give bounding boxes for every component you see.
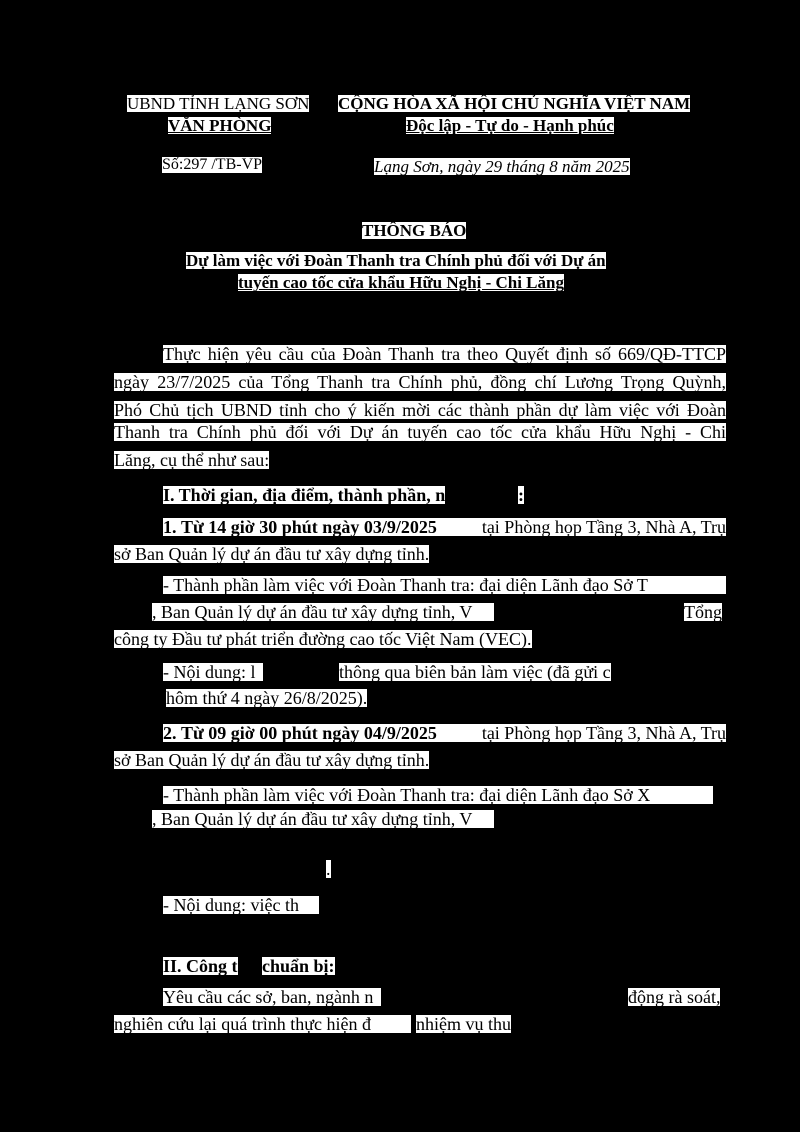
item-2-time: Từ 09 giờ 00 phút ngày 04/9/2025 xyxy=(181,723,437,743)
item-2-members-b: , Ban Quản lý dự án đầu tư xây dựng tỉnh, V xyxy=(152,810,494,828)
item-1-line-1 xyxy=(163,518,726,536)
item-1-place: tại Phòng họp Tầng 3, Nhà A, Trụ xyxy=(481,517,726,537)
item-1-place-cont: sở Ban Quản lý dự án đầu tư xây dựng tỉnh. xyxy=(114,544,430,564)
section-2-para-d: nhiệm vụ thu xyxy=(416,1014,511,1034)
item-1-time: Từ 14 giờ 30 phút ngày 03/9/2025 xyxy=(181,517,437,537)
intro-line-1: Thực hiện yêu cầu của Đoàn Thanh tra theo Quyết định số 669/QĐ-TTCP xyxy=(163,344,726,364)
section-1-heading-tail: : xyxy=(518,485,524,505)
section-2-heading-tail: chuẩn bị: xyxy=(262,956,335,976)
document-number: Số:297 /TB-VP xyxy=(162,156,263,173)
notice-subject-line-1: Dự làm việc với Đoàn Thanh tra Chính phủ đối với Dự án xyxy=(186,251,606,270)
national-title: CỘNG HÒA XÃ HỘI CHỦ NGHĨA VIỆT NAM xyxy=(338,94,691,113)
item-2-place: tại Phòng họp Tầng 3, Nhà A, Trụ xyxy=(481,723,726,743)
item-2-place-cont: sở Ban Quản lý dự án đầu tư xây dựng tỉnh. xyxy=(114,750,430,770)
item-1-content-a: - Nội dung: l xyxy=(163,663,263,681)
item-1-members-d: công ty Đầu tư phát triển đường cao tốc Việt Nam (VEC). xyxy=(114,629,532,649)
item-2-line-1 xyxy=(163,724,726,742)
item-2-number: 2. xyxy=(163,723,177,743)
item-1-members-b: , Ban Quản lý dự án đầu tư xây dựng tỉnh, V xyxy=(152,603,494,621)
item-1-number: 1. xyxy=(163,517,177,537)
item-2-content-a: - Nội dung: việc th xyxy=(163,896,319,914)
intro-line-2: ngày 23/7/2025 của Tổng Thanh tra Chính phủ, đồng chí Lương Trọng Quỳnh, xyxy=(114,372,726,392)
item-2-members-a: - Thành phần làm việc với Đoàn Thanh tra: đại diện Lãnh đạo Sở X xyxy=(163,786,713,804)
item-1-members-a: - Thành phần làm việc với Đoàn Thanh tra: đại diện Lãnh đạo Sở T xyxy=(163,576,726,594)
section-1-heading: I. Thời gian, địa điểm, thành phần, n xyxy=(163,485,446,505)
notice-subject-line-2: tuyến cao tốc cửa khẩu Hữu Nghị - Chi Lăng xyxy=(238,273,564,292)
intro-line-3: Phó Chủ tịch UBND tỉnh cho ý kiến mời các thành phần dự làm việc với Đoàn xyxy=(114,400,726,420)
national-motto: Độc lập - Tự do - Hạnh phúc xyxy=(406,116,614,135)
issuer-org: UBND TỈNH LẠNG SƠN xyxy=(127,94,310,113)
item-1-content-b: thông qua biên bản làm việc (đã gửi c xyxy=(339,662,611,682)
section-2-para-a: Yêu cầu các sở, ban, ngành n xyxy=(163,988,381,1006)
place-and-date: Lạng Sơn, ngày 29 tháng 8 năm 2025 xyxy=(374,157,630,176)
section-2-heading: II. Công t xyxy=(163,956,238,976)
item-1-content-c: hôm thứ 4 ngày 26/8/2025). xyxy=(166,688,368,708)
item-2-dot: . xyxy=(326,859,331,879)
intro-line-4: Thanh tra Chính phủ đối với Dự án tuyến cao tốc cửa khẩu Hữu Nghị - Chi xyxy=(114,422,726,442)
item-1-members-c: Tổng xyxy=(684,602,722,622)
section-2-para-b: động rà soát, xyxy=(628,987,721,1007)
notice-heading: THÔNG BÁO xyxy=(362,221,467,240)
intro-line-5: Lăng, cụ thể như sau: xyxy=(114,450,270,470)
issuer-office: VĂN PHÒNG xyxy=(168,116,272,135)
section-2-para-c: nghiên cứu lại quá trình thực hiện đ xyxy=(114,1015,411,1033)
